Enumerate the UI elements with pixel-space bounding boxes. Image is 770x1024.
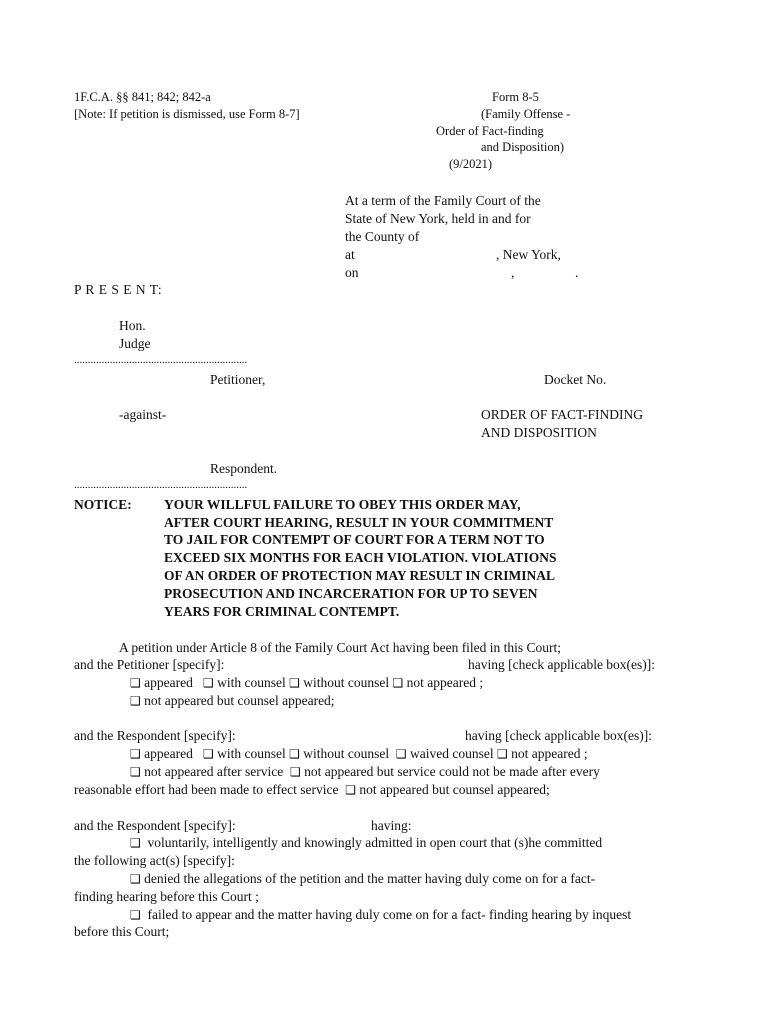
form-description-3: and Disposition) bbox=[481, 140, 564, 154]
caption-divider-bottom: ............................................................... bbox=[74, 479, 248, 491]
notice-label: NOTICE: bbox=[74, 497, 132, 512]
option-label: waived counsel bbox=[410, 746, 494, 761]
option-label: without counsel bbox=[303, 675, 390, 690]
dismissal-note: [Note: If petition is dismissed, use Form 8-7] bbox=[74, 107, 300, 121]
court-term-line-1: At a term of the Family Court of the bbox=[345, 193, 541, 208]
respondent-specify-label: and the Respondent [specify]: bbox=[74, 728, 236, 743]
checkbox-appeared[interactable]: ❑ bbox=[130, 676, 141, 690]
checkbox-with-counsel[interactable]: ❑ bbox=[202, 747, 214, 761]
option-label: without counsel bbox=[303, 746, 390, 761]
checkbox-not-appeared-counsel-appeared[interactable]: ❑ bbox=[345, 783, 357, 797]
option-label: not appeared but counsel appeared; bbox=[144, 693, 335, 708]
option-label: appeared bbox=[144, 675, 193, 690]
denial-option-continued: finding hearing before this Court ; bbox=[74, 889, 259, 904]
checkbox-without-counsel[interactable]: ❑ bbox=[289, 676, 300, 690]
petition-filed-text: A petition under Article 8 of the Family Court Act having been filed in this Court; bbox=[119, 640, 562, 655]
caption-divider-top: ............................................................... bbox=[74, 354, 248, 366]
form-description-1: (Family Offense - bbox=[481, 107, 571, 121]
failed-to-appear-option-continued: before this Court; bbox=[74, 924, 170, 939]
court-term-comma: , bbox=[511, 265, 515, 280]
option-label: reasonable effort had been made to effect service bbox=[74, 782, 339, 797]
form-description-2: Order of Fact-finding bbox=[436, 124, 544, 138]
order-title-line-1: ORDER OF FACT-FINDING bbox=[481, 407, 644, 422]
notice-line: PROSECUTION AND INCARCERATION FOR UP TO SEVEN bbox=[164, 586, 538, 601]
court-term-at: at bbox=[345, 247, 355, 262]
option-label: with counsel bbox=[217, 746, 286, 761]
notice-line: YOUR WILLFUL FAILURE TO OBEY THIS ORDER MAY, bbox=[164, 497, 521, 512]
court-term-line-2: State of New York, held in and for bbox=[345, 211, 531, 226]
failed-to-appear-option bbox=[130, 906, 631, 925]
respondent-appearance-options bbox=[130, 745, 588, 764]
court-term-new-york: , New York, bbox=[496, 247, 561, 262]
respondent-service-options bbox=[130, 763, 600, 782]
admission-option bbox=[130, 834, 602, 853]
checkbox-waived-counsel[interactable]: ❑ bbox=[395, 747, 407, 761]
option-label: failed to appear and the matter having duly come on for a fact- finding hearing by inquest bbox=[147, 907, 632, 922]
petitioner-having-label: having [check applicable box(es)]: bbox=[468, 657, 656, 672]
denial-option bbox=[130, 870, 595, 889]
checkbox-without-counsel[interactable]: ❑ bbox=[289, 747, 300, 761]
court-term-period: . bbox=[575, 265, 579, 280]
option-label: not appeared ; bbox=[511, 746, 588, 761]
option-label: appeared bbox=[144, 746, 193, 761]
order-title-line-2: AND DISPOSITION bbox=[481, 425, 597, 440]
judge-label: Judge bbox=[119, 336, 151, 351]
admission-option-continued: the following act(s) [specify]: bbox=[74, 853, 235, 868]
checkbox-not-appeared-after-service[interactable]: ❑ bbox=[130, 765, 141, 779]
petitioner-label: Petitioner, bbox=[210, 372, 266, 387]
option-label: not appeared but counsel appeared; bbox=[359, 782, 550, 797]
option-label: not appeared ; bbox=[406, 675, 484, 690]
present-label: P R E S E N T: bbox=[74, 282, 163, 297]
checkbox-appeared[interactable]: ❑ bbox=[130, 747, 141, 761]
form-number: Form 8-5 bbox=[492, 90, 539, 104]
checkbox-not-appeared-counsel-appeared[interactable]: ❑ bbox=[130, 694, 141, 708]
hon-label: Hon. bbox=[119, 318, 146, 333]
checkbox-failed-to-appear[interactable]: ❑ bbox=[130, 908, 141, 922]
respondent-having-label: having [check applicable box(es)]: bbox=[465, 728, 653, 743]
respondent-label: Respondent. bbox=[210, 461, 278, 476]
checkbox-service-not-made[interactable]: ❑ bbox=[289, 765, 301, 779]
statute-citation: 1F.C.A. §§ 841; 842; 842-a bbox=[74, 90, 211, 104]
petitioner-specify-label: and the Petitioner [specify]: bbox=[74, 657, 225, 672]
checkbox-with-counsel[interactable]: ❑ bbox=[202, 676, 214, 690]
respondent-service-options-continued bbox=[74, 781, 550, 800]
option-label: denied the allegations of the petition and the matter having duly come on for a fact- bbox=[144, 871, 596, 886]
respondent-having-label-2: having: bbox=[371, 818, 412, 833]
checkbox-denied[interactable]: ❑ bbox=[130, 872, 141, 886]
notice-line: TO JAIL FOR CONTEMPT OF COURT FOR A TERM NOT TO bbox=[164, 532, 545, 547]
docket-number-label: Docket No. bbox=[544, 372, 607, 387]
form-revision-date: (9/2021) bbox=[449, 157, 493, 171]
notice-line: EXCEED SIX MONTHS FOR EACH VIOLATION. VIOLATIONS bbox=[164, 550, 557, 565]
option-label: voluntarily, intelligently and knowingly admitted in open court that (s)he committed bbox=[147, 835, 603, 850]
notice-line: YEARS FOR CRIMINAL CONTEMPT. bbox=[164, 604, 400, 619]
checkbox-admitted[interactable]: ❑ bbox=[130, 836, 141, 850]
notice-line: AFTER COURT HEARING, RESULT IN YOUR COMMITMENT bbox=[164, 515, 554, 530]
court-term-on: on bbox=[345, 265, 359, 280]
against-label: -against- bbox=[119, 407, 167, 422]
option-label: not appeared but service could not be made after every bbox=[304, 764, 600, 779]
respondent-specify-label-2: and the Respondent [specify]: bbox=[74, 818, 236, 833]
checkbox-not-appeared[interactable]: ❑ bbox=[497, 747, 508, 761]
option-label: not appeared after service bbox=[144, 764, 284, 779]
court-term-line-3: the County of bbox=[345, 229, 420, 244]
notice-line: OF AN ORDER OF PROTECTION MAY RESULT IN CRIMINAL bbox=[164, 568, 556, 583]
option-label: with counsel bbox=[217, 675, 286, 690]
checkbox-not-appeared[interactable]: ❑ bbox=[392, 676, 404, 690]
petitioner-appearance-options bbox=[130, 674, 483, 693]
petitioner-counsel-option bbox=[130, 692, 335, 711]
